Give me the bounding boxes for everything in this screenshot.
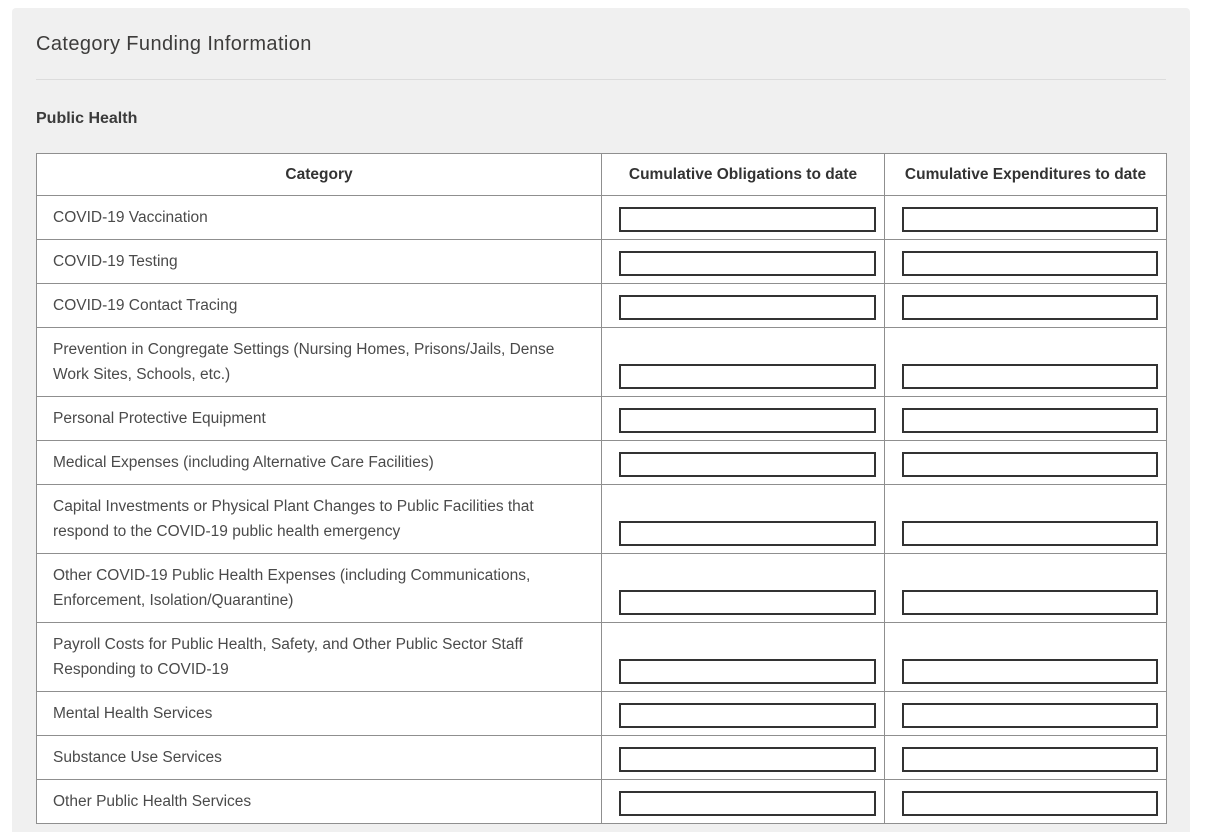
- category-cell: [37, 554, 602, 623]
- category-label: COVID-19 Vaccination: [53, 209, 208, 226]
- obligations-input[interactable]: [619, 408, 876, 433]
- category-cell: [37, 623, 602, 692]
- expenditures-input[interactable]: [902, 747, 1158, 772]
- expenditures-cell: [885, 328, 1167, 397]
- expenditures-cell: [885, 780, 1167, 824]
- obligations-cell: [602, 441, 885, 485]
- obligations-input[interactable]: [619, 791, 876, 816]
- obligations-input[interactable]: [619, 590, 876, 615]
- table-header-row: [37, 154, 1167, 196]
- obligations-input[interactable]: [619, 364, 876, 389]
- obligations-cell: [602, 554, 885, 623]
- category-label: Personal Protective Equipment: [53, 410, 266, 427]
- category-label: COVID-19 Contact Tracing: [53, 297, 238, 314]
- category-label: Payroll Costs for Public Health, Safety, and Other Public Sector Staff Responding to COVID-19: [53, 636, 523, 678]
- obligations-input[interactable]: [619, 295, 876, 320]
- table-row: [37, 692, 1167, 736]
- category-label: COVID-19 Testing: [53, 253, 178, 270]
- table-row: [37, 196, 1167, 240]
- category-cell: [37, 692, 602, 736]
- obligations-cell: [602, 780, 885, 824]
- obligations-cell: [602, 240, 885, 284]
- category-label: Capital Investments or Physical Plant Changes to Public Facilities that respond to the COVID-19 public health emergency: [53, 498, 534, 540]
- column-header-obligations: Cumulative Obligations to date: [602, 154, 885, 196]
- expenditures-cell: [885, 736, 1167, 780]
- obligations-input[interactable]: [619, 659, 876, 684]
- table-row: [37, 554, 1167, 623]
- obligations-cell: [602, 328, 885, 397]
- table-row: [37, 441, 1167, 485]
- category-cell: [37, 441, 602, 485]
- table-row: [37, 623, 1167, 692]
- expenditures-input[interactable]: [902, 207, 1158, 232]
- expenditures-input[interactable]: [902, 364, 1158, 389]
- table-row: [37, 780, 1167, 824]
- expenditures-input[interactable]: [902, 251, 1158, 276]
- expenditures-cell: [885, 284, 1167, 328]
- obligations-cell: [602, 736, 885, 780]
- category-label: Medical Expenses (including Alternative Care Facilities): [53, 454, 434, 471]
- expenditures-input[interactable]: [902, 521, 1158, 546]
- category-cell: [37, 485, 602, 554]
- category-label: Substance Use Services: [53, 749, 222, 766]
- table-row: [37, 284, 1167, 328]
- expenditures-input[interactable]: [902, 703, 1158, 728]
- obligations-cell: [602, 485, 885, 554]
- expenditures-input[interactable]: [902, 791, 1158, 816]
- category-label: Prevention in Congregate Settings (Nursing Homes, Prisons/Jails, Dense Work Sites, Schools, etc.): [53, 341, 555, 383]
- obligations-input[interactable]: [619, 207, 876, 232]
- obligations-cell: [602, 623, 885, 692]
- obligations-input[interactable]: [619, 747, 876, 772]
- table-row: [37, 736, 1167, 780]
- funding-table: [36, 153, 1167, 824]
- category-cell: [37, 736, 602, 780]
- category-cell: [37, 196, 602, 240]
- expenditures-cell: [885, 397, 1167, 441]
- category-label: Other COVID-19 Public Health Expenses (including Communications, Enforcement, Isolation/Quarantine): [53, 567, 531, 609]
- expenditures-cell: [885, 196, 1167, 240]
- obligations-input[interactable]: [619, 251, 876, 276]
- expenditures-input[interactable]: [902, 590, 1158, 615]
- category-cell: [37, 284, 602, 328]
- page-title: Category Funding Information: [36, 33, 312, 55]
- category-cell: [37, 328, 602, 397]
- expenditures-cell: [885, 441, 1167, 485]
- obligations-cell: [602, 196, 885, 240]
- expenditures-input[interactable]: [902, 408, 1158, 433]
- obligations-input[interactable]: [619, 452, 876, 477]
- category-cell: [37, 397, 602, 441]
- category-cell: [37, 240, 602, 284]
- section-heading-public-health: Public Health: [36, 110, 138, 127]
- table-row: [37, 240, 1167, 284]
- table-row: [37, 397, 1167, 441]
- expenditures-input[interactable]: [902, 295, 1158, 320]
- expenditures-cell: [885, 623, 1167, 692]
- expenditures-cell: [885, 692, 1167, 736]
- obligations-input[interactable]: [619, 703, 876, 728]
- expenditures-cell: [885, 485, 1167, 554]
- expenditures-input[interactable]: [902, 659, 1158, 684]
- divider: [36, 79, 1166, 80]
- expenditures-input[interactable]: [902, 452, 1158, 477]
- category-label: Other Public Health Services: [53, 793, 252, 810]
- obligations-input[interactable]: [619, 521, 876, 546]
- category-funding-card: [12, 8, 1190, 832]
- obligations-cell: [602, 397, 885, 441]
- column-header-category: Category: [37, 154, 602, 196]
- expenditures-cell: [885, 554, 1167, 623]
- obligations-cell: [602, 692, 885, 736]
- column-header-expenditures: Cumulative Expenditures to date: [885, 154, 1167, 196]
- expenditures-cell: [885, 240, 1167, 284]
- category-cell: [37, 780, 602, 824]
- table-row: [37, 485, 1167, 554]
- table-row: [37, 328, 1167, 397]
- category-label: Mental Health Services: [53, 705, 213, 722]
- obligations-cell: [602, 284, 885, 328]
